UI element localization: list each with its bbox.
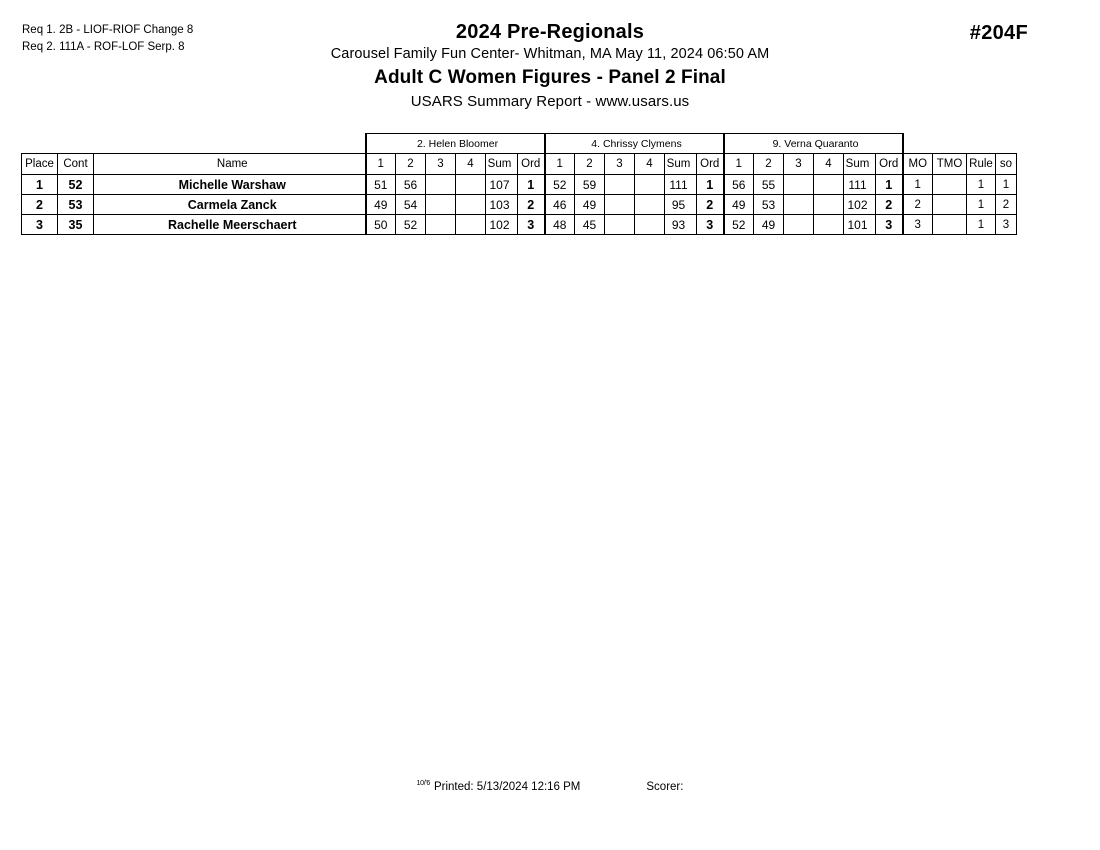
col-place: Place bbox=[22, 154, 58, 175]
col-j2-f4: 4 bbox=[635, 154, 665, 175]
table-row bbox=[22, 175, 1017, 195]
col-j1-f4: 4 bbox=[456, 154, 486, 175]
cell-j1-f2: 56 bbox=[396, 175, 426, 195]
cell-j3-f4 bbox=[814, 195, 844, 215]
cell-j1-f1: 50 bbox=[366, 215, 396, 235]
cell-j3-f3 bbox=[784, 195, 814, 215]
cell-j1-ord: 3 bbox=[518, 215, 545, 235]
cell-so: 3 bbox=[996, 215, 1017, 235]
judge-2-name: 4. Chrissy Clymens bbox=[545, 134, 724, 154]
cell-j3-f1: 49 bbox=[724, 195, 754, 215]
col-j1-ord: Ord bbox=[518, 154, 545, 175]
footer bbox=[0, 780, 1100, 793]
cell-name: Rachelle Meerschaert bbox=[94, 215, 366, 235]
cell-j1-f3 bbox=[426, 175, 456, 195]
cell-j1-f1: 51 bbox=[366, 175, 396, 195]
cell-j1-f4 bbox=[456, 175, 486, 195]
cell-so: 1 bbox=[996, 175, 1017, 195]
cell-mo: 3 bbox=[903, 215, 933, 235]
cell-j2-f1: 52 bbox=[545, 175, 575, 195]
col-so: so bbox=[996, 154, 1017, 175]
cell-j2-f4 bbox=[635, 195, 665, 215]
cell-j2-f3 bbox=[605, 175, 635, 195]
spacer-so bbox=[996, 134, 1017, 154]
cell-j3-f2: 49 bbox=[754, 215, 784, 235]
document-number: #204F bbox=[969, 22, 1028, 44]
cell-j3-f2: 53 bbox=[754, 195, 784, 215]
col-j2-f2: 2 bbox=[575, 154, 605, 175]
cell-j3-f3 bbox=[784, 215, 814, 235]
scores-table bbox=[21, 133, 1017, 235]
judge-3-name: 9. Verna Quaranto bbox=[724, 134, 903, 154]
col-j3-ord: Ord bbox=[876, 154, 903, 175]
cell-so: 2 bbox=[996, 195, 1017, 215]
cell-cont: 53 bbox=[58, 195, 94, 215]
cell-j1-ord: 1 bbox=[518, 175, 545, 195]
cell-name: Michelle Warshaw bbox=[94, 175, 366, 195]
cell-j3-f3 bbox=[784, 175, 814, 195]
cell-j2-f4 bbox=[635, 175, 665, 195]
spacer-name bbox=[94, 134, 366, 154]
cell-rule: 1 bbox=[967, 215, 996, 235]
cell-j3-ord: 1 bbox=[876, 175, 903, 195]
spacer-rule bbox=[967, 134, 996, 154]
cell-j3-f4 bbox=[814, 175, 844, 195]
cell-j2-ord: 1 bbox=[697, 175, 724, 195]
cell-j3-f1: 56 bbox=[724, 175, 754, 195]
col-j1-f3: 3 bbox=[426, 154, 456, 175]
cell-j2-f2: 45 bbox=[575, 215, 605, 235]
cell-cont: 35 bbox=[58, 215, 94, 235]
cell-j2-f1: 48 bbox=[545, 215, 575, 235]
cell-tmo bbox=[933, 195, 967, 215]
cell-j1-sum: 107 bbox=[486, 175, 518, 195]
judge-1-name: 2. Helen Bloomer bbox=[366, 134, 545, 154]
score-sheet bbox=[21, 133, 1017, 235]
event-name: Adult C Women Figures - Panel 2 Final bbox=[374, 67, 726, 88]
cell-mo: 2 bbox=[903, 195, 933, 215]
cell-j3-sum: 101 bbox=[844, 215, 876, 235]
col-j3-sum: Sum bbox=[844, 154, 876, 175]
col-j3-f2: 2 bbox=[754, 154, 784, 175]
col-j2-ord: Ord bbox=[697, 154, 724, 175]
cell-name: Carmela Zanck bbox=[94, 195, 366, 215]
cell-j2-f2: 49 bbox=[575, 195, 605, 215]
col-j1-f1: 1 bbox=[366, 154, 396, 175]
judge-header-row bbox=[22, 134, 1017, 154]
cell-j2-f2: 59 bbox=[575, 175, 605, 195]
cell-j1-f4 bbox=[456, 195, 486, 215]
spacer-tmo bbox=[933, 134, 967, 154]
printed-label: Printed: 5/13/2024 12:16 PM bbox=[433, 780, 581, 793]
cell-j3-ord: 2 bbox=[876, 195, 903, 215]
cell-j2-ord: 3 bbox=[697, 215, 724, 235]
spacer-place bbox=[22, 134, 58, 154]
col-j3-f1: 1 bbox=[724, 154, 754, 175]
spacer-cont bbox=[58, 134, 94, 154]
col-j1-sum: Sum bbox=[486, 154, 518, 175]
cell-j2-sum: 111 bbox=[665, 175, 697, 195]
cell-place: 1 bbox=[22, 175, 58, 195]
col-tmo: TMO bbox=[933, 154, 967, 175]
column-header-row bbox=[22, 154, 1017, 175]
venue-line: Carousel Family Fun Center- Whitman, MA May 11, 2024 06:50 AM bbox=[330, 46, 770, 62]
cell-j1-f1: 49 bbox=[366, 195, 396, 215]
cell-j2-f3 bbox=[605, 195, 635, 215]
col-j1-f2: 2 bbox=[396, 154, 426, 175]
requirement-line-2: Req 2. 111A - ROF-LOF Serp. 8 bbox=[22, 41, 185, 53]
spacer-mo bbox=[903, 134, 933, 154]
col-cont: Cont bbox=[58, 154, 94, 175]
table-row bbox=[22, 215, 1017, 235]
version-label: 10/'6 bbox=[416, 780, 430, 787]
cell-tmo bbox=[933, 215, 967, 235]
cell-rule: 1 bbox=[967, 195, 996, 215]
cell-j1-sum: 103 bbox=[486, 195, 518, 215]
cell-j2-sum: 95 bbox=[665, 195, 697, 215]
cell-place: 3 bbox=[22, 215, 58, 235]
title-block bbox=[0, 20, 1100, 113]
cell-j1-ord: 2 bbox=[518, 195, 545, 215]
cell-j3-sum: 111 bbox=[844, 175, 876, 195]
cell-place: 2 bbox=[22, 195, 58, 215]
cell-mo: 1 bbox=[903, 175, 933, 195]
col-j2-f1: 1 bbox=[545, 154, 575, 175]
report-name: USARS Summary Report - www.usars.us bbox=[410, 93, 690, 110]
cell-j3-f2: 55 bbox=[754, 175, 784, 195]
cell-j2-ord: 2 bbox=[697, 195, 724, 215]
col-name: Name bbox=[94, 154, 366, 175]
cell-j1-sum: 102 bbox=[486, 215, 518, 235]
cell-j3-sum: 102 bbox=[844, 195, 876, 215]
event-title: 2024 Pre-Regionals bbox=[455, 21, 645, 43]
cell-j1-f2: 54 bbox=[396, 195, 426, 215]
cell-j3-ord: 3 bbox=[876, 215, 903, 235]
cell-j1-f3 bbox=[426, 215, 456, 235]
cell-j2-f3 bbox=[605, 215, 635, 235]
cell-j3-f4 bbox=[814, 215, 844, 235]
requirement-line-1: Req 1. 2B - LIOF-RIOF Change 8 bbox=[22, 24, 194, 36]
col-j3-f3: 3 bbox=[784, 154, 814, 175]
cell-j2-f4 bbox=[635, 215, 665, 235]
cell-j1-f4 bbox=[456, 215, 486, 235]
cell-j3-f1: 52 bbox=[724, 215, 754, 235]
cell-j2-sum: 93 bbox=[665, 215, 697, 235]
cell-tmo bbox=[933, 175, 967, 195]
table-row bbox=[22, 195, 1017, 215]
cell-j1-f3 bbox=[426, 195, 456, 215]
cell-j1-f2: 52 bbox=[396, 215, 426, 235]
cell-j2-f1: 46 bbox=[545, 195, 575, 215]
col-j2-sum: Sum bbox=[665, 154, 697, 175]
col-j3-f4: 4 bbox=[814, 154, 844, 175]
col-j2-f3: 3 bbox=[605, 154, 635, 175]
cell-cont: 52 bbox=[58, 175, 94, 195]
cell-rule: 1 bbox=[967, 175, 996, 195]
col-mo: MO bbox=[903, 154, 933, 175]
scorer-label: Scorer: bbox=[646, 780, 684, 793]
col-rule: Rule bbox=[967, 154, 996, 175]
